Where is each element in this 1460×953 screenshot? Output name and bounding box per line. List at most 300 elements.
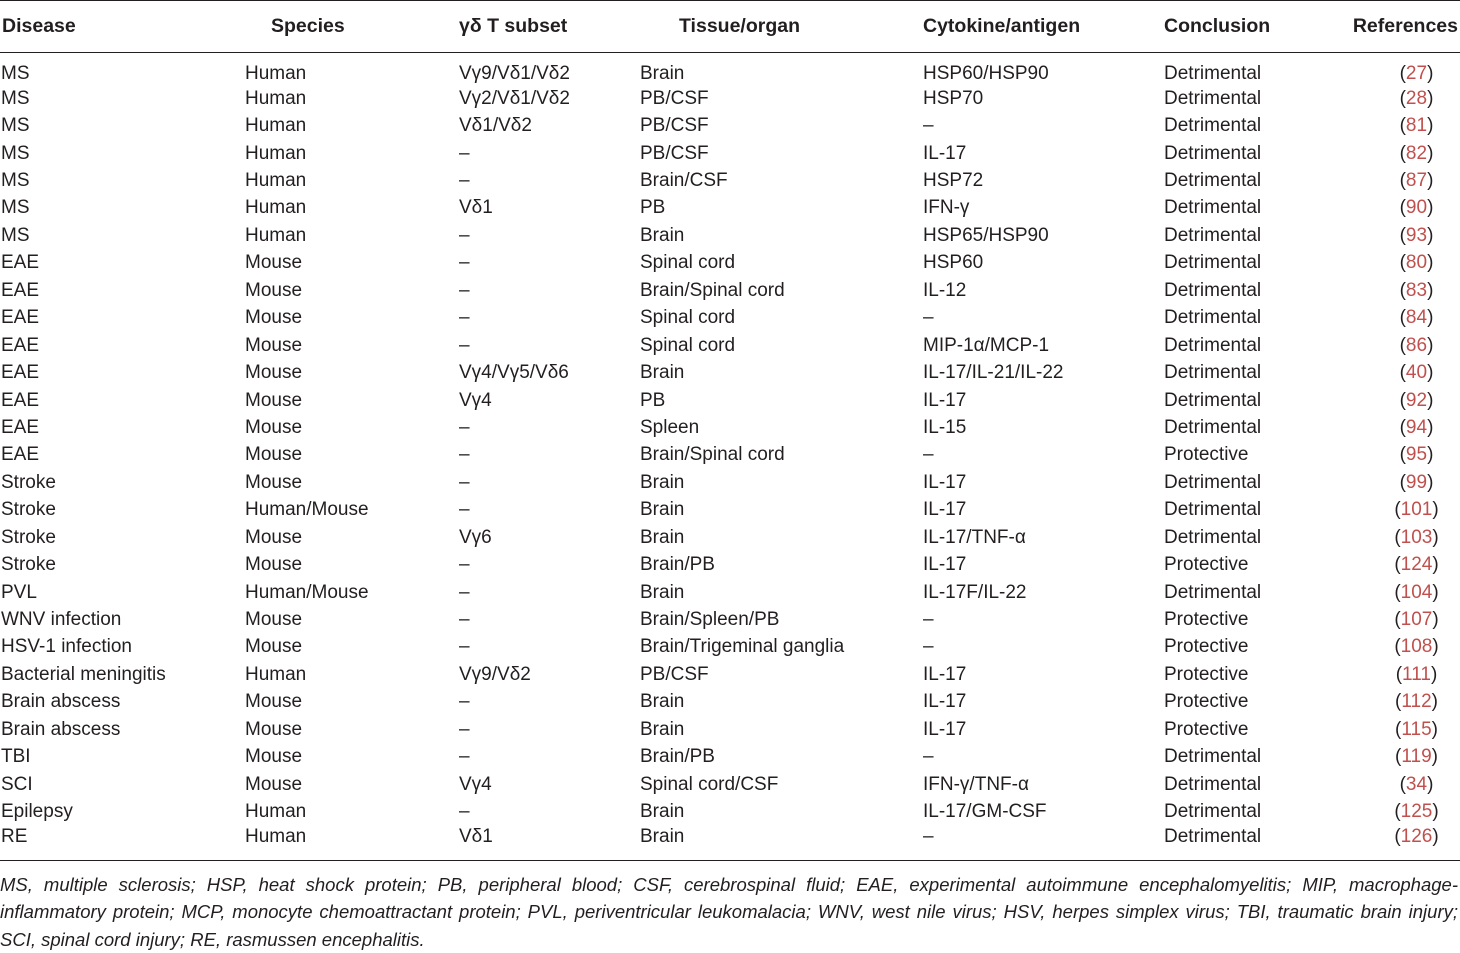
cell-disease: RE (1, 825, 28, 847)
cell-tissue: PB (640, 389, 666, 411)
table-row (0, 661, 1460, 688)
cell-subset: – (459, 334, 470, 356)
table-row (0, 634, 1460, 661)
cell-reference (1343, 551, 1460, 578)
cell-conclusion: Detrimental (1164, 224, 1262, 246)
cell-subset: Vγ6 (459, 526, 492, 548)
cell-species: Human (245, 224, 307, 246)
table-row (0, 140, 1460, 167)
cell-tissue: Brain/PB (640, 746, 715, 768)
reference-open-paren: ( (1399, 142, 1406, 164)
cell-cytokine: – (923, 115, 934, 137)
reference-close-paren: ) (1427, 252, 1434, 274)
reference-link[interactable]: 80 (1405, 252, 1428, 274)
cell-disease: MS (1, 197, 30, 219)
table-row (0, 606, 1460, 633)
cell-species: Mouse (245, 279, 303, 301)
reference-link[interactable]: 111 (1402, 663, 1431, 685)
reference-link[interactable]: 119 (1401, 746, 1432, 768)
reference-link[interactable]: 107 (1400, 609, 1433, 631)
cell-cytokine: IL-17 (923, 142, 967, 164)
reference-close-paren: ) (1427, 63, 1434, 84)
reference-link[interactable]: 83 (1405, 279, 1428, 301)
cell-reference (1343, 661, 1460, 688)
reference-close-paren: ) (1427, 279, 1434, 301)
reference-close-paren: ) (1427, 115, 1434, 137)
cell-disease: Stroke (1, 471, 56, 493)
reference-close-paren: ) (1427, 170, 1434, 192)
reference-link[interactable]: 95 (1405, 444, 1428, 466)
cell-disease: PVL (1, 581, 37, 603)
cell-species: Mouse (245, 334, 303, 356)
cell-cytokine: IL-17 (923, 499, 967, 521)
cell-cytokine: – (923, 609, 934, 631)
reference-link[interactable]: 104 (1400, 581, 1433, 603)
cell-subset: – (459, 499, 470, 521)
reference-link[interactable]: 90 (1405, 197, 1428, 219)
cell-cytokine: IL-17/GM-CSF (923, 801, 1047, 823)
cell-tissue: Brain/Spleen/PB (640, 609, 780, 631)
table-row (0, 359, 1460, 386)
cell-subset: – (459, 224, 470, 246)
cell-conclusion: Detrimental (1164, 801, 1262, 823)
reference-close-paren: ) (1432, 499, 1439, 521)
table-row (0, 167, 1460, 194)
cell-subset: Vδ1/Vδ2 (459, 115, 532, 137)
reference-close-paren: ) (1432, 526, 1439, 548)
cell-reference (1343, 606, 1460, 633)
table-row (0, 222, 1460, 249)
reference-link[interactable]: 34 (1405, 773, 1428, 795)
reference-open-paren: ( (1395, 663, 1403, 685)
cell-cytokine: – (923, 307, 934, 329)
cell-disease: Stroke (1, 526, 56, 548)
cell-species: Human (245, 801, 307, 823)
reference-open-paren: ( (1399, 170, 1406, 192)
cell-cytokine: IL-17 (923, 718, 967, 740)
reference-close-paren: ) (1427, 142, 1434, 164)
reference-close-paren: ) (1432, 554, 1439, 576)
cell-disease: HSV-1 infection (1, 636, 132, 658)
table-row (0, 524, 1460, 551)
reference-link[interactable]: 82 (1405, 142, 1428, 164)
cell-tissue: Brain/Spinal cord (640, 279, 785, 301)
header-subset: γδ T subset (459, 15, 568, 37)
cell-subset: Vδ1 (459, 825, 493, 847)
reference-link[interactable]: 27 (1405, 63, 1428, 84)
cell-cytokine: – (923, 444, 934, 466)
cell-subset: – (459, 142, 470, 164)
cell-tissue: Spinal cord (640, 252, 736, 274)
cell-reference (1343, 332, 1460, 359)
table-row (0, 387, 1460, 414)
cell-disease: MS (1, 142, 30, 164)
cell-disease: Epilepsy (1, 801, 73, 823)
cell-subset: – (459, 554, 470, 576)
table-row (0, 250, 1460, 277)
cell-conclusion: Protective (1164, 663, 1249, 685)
reference-open-paren: ( (1394, 554, 1401, 576)
table-row (0, 442, 1460, 469)
cell-species: Mouse (245, 554, 303, 576)
cell-species: Human (245, 170, 307, 192)
reference-open-paren: ( (1399, 307, 1406, 329)
cell-reference (1343, 634, 1460, 661)
reference-close-paren: ) (1427, 87, 1434, 109)
cell-tissue: Brain (640, 224, 685, 246)
reference-open-paren: ( (1394, 801, 1401, 823)
cell-subset: – (459, 307, 470, 329)
cell-subset: – (459, 471, 470, 493)
cell-disease: EAE (1, 334, 40, 356)
cell-reference (1343, 716, 1460, 743)
cell-tissue: PB/CSF (640, 663, 709, 685)
table-body (0, 53, 1460, 861)
cell-reference (1343, 744, 1460, 771)
reference-open-paren: ( (1399, 252, 1406, 274)
reference-close-paren: ) (1427, 307, 1434, 329)
cell-species: Human (245, 142, 307, 164)
cell-reference (1343, 222, 1460, 249)
reference-link[interactable]: 87 (1405, 170, 1428, 192)
reference-open-paren: ( (1395, 718, 1402, 740)
table-row (0, 414, 1460, 441)
cell-tissue: Brain (640, 63, 685, 84)
cell-species: Human (245, 825, 307, 847)
cell-tissue: Brain (640, 526, 685, 548)
cell-conclusion: Detrimental (1164, 63, 1262, 84)
cell-reference (1343, 469, 1460, 496)
cell-tissue: Spinal cord (640, 307, 736, 329)
cell-disease: MS (1, 224, 30, 246)
table-row (0, 579, 1460, 606)
table-row (0, 469, 1460, 496)
reference-close-paren: ) (1432, 825, 1439, 847)
cell-subset: – (459, 444, 470, 466)
cell-subset: Vγ2/Vδ1/Vδ2 (459, 87, 570, 109)
cell-reference (1343, 195, 1460, 222)
reference-link[interactable]: 125 (1400, 801, 1433, 823)
table-row (0, 744, 1460, 771)
cell-disease: Brain abscess (1, 718, 121, 740)
reference-link[interactable]: 93 (1405, 224, 1428, 246)
reference-open-paren: ( (1399, 115, 1406, 137)
cell-conclusion: Detrimental (1164, 389, 1262, 411)
reference-close-paren: ) (1427, 389, 1434, 411)
cell-species: Mouse (245, 718, 303, 740)
table-row (0, 305, 1460, 332)
reference-close-paren: ) (1427, 471, 1434, 493)
cell-cytokine: IL-17F/IL-22 (923, 581, 1027, 603)
cell-conclusion: Protective (1164, 554, 1249, 576)
header-row (0, 1, 1460, 53)
reference-close-paren: ) (1427, 773, 1434, 795)
cell-disease: EAE (1, 444, 40, 466)
cell-subset: – (459, 746, 470, 768)
cell-disease: MS (1, 63, 30, 84)
header-tissue: Tissue/organ (679, 15, 801, 37)
cell-disease: EAE (1, 362, 40, 384)
table-header (0, 1, 1460, 53)
cell-tissue: Brain/Spinal cord (640, 444, 785, 466)
reference-open-paren: ( (1399, 773, 1406, 795)
cell-reference (1343, 497, 1460, 524)
cell-disease: TBI (1, 746, 31, 768)
cell-cytokine: IL-17 (923, 471, 967, 493)
cell-disease: Bacterial meningitis (1, 663, 166, 685)
cell-reference (1343, 305, 1460, 332)
cell-subset: – (459, 581, 470, 603)
cell-tissue: Brain/Trigeminal ganglia (640, 636, 845, 658)
reference-link[interactable]: 112 (1401, 691, 1432, 713)
reference-open-paren: ( (1395, 746, 1402, 768)
cell-disease: EAE (1, 307, 40, 329)
cell-conclusion: Protective (1164, 718, 1249, 740)
reference-close-paren: ) (1431, 718, 1438, 740)
cell-conclusion: Detrimental (1164, 142, 1262, 164)
cell-reference (1343, 140, 1460, 167)
cell-cytokine: – (923, 636, 934, 658)
cell-conclusion: Detrimental (1164, 170, 1262, 192)
cell-species: Mouse (245, 773, 303, 795)
cell-species: Human (245, 115, 307, 137)
table-row (0, 195, 1460, 222)
cell-disease: MS (1, 115, 30, 137)
cell-tissue: Spinal cord (640, 334, 736, 356)
cell-conclusion: Detrimental (1164, 581, 1262, 603)
reference-close-paren: ) (1431, 746, 1438, 768)
cell-subset: – (459, 416, 470, 438)
cell-conclusion: Detrimental (1164, 825, 1262, 847)
reference-open-paren: ( (1399, 224, 1406, 246)
reference-link[interactable]: 124 (1400, 554, 1433, 576)
reference-open-paren: ( (1399, 279, 1406, 301)
cell-reference (1343, 359, 1460, 386)
reference-close-paren: ) (1432, 636, 1439, 658)
reference-link[interactable]: 115 (1401, 718, 1432, 740)
cell-conclusion: Detrimental (1164, 197, 1262, 219)
cell-cytokine: – (923, 825, 934, 847)
cell-disease: EAE (1, 416, 40, 438)
cell-conclusion: Protective (1164, 691, 1249, 713)
reference-close-paren: ) (1427, 224, 1434, 246)
cell-cytokine: IFN-γ (923, 197, 970, 219)
cell-reference (1343, 826, 1460, 861)
cell-subset: Vγ4 (459, 773, 492, 795)
cell-reference (1343, 277, 1460, 304)
cell-disease: MS (1, 170, 30, 192)
cell-disease: Stroke (1, 554, 56, 576)
reference-close-paren: ) (1431, 691, 1438, 713)
reference-open-paren: ( (1399, 444, 1406, 466)
cell-subset: – (459, 801, 470, 823)
cell-cytokine: HSP60/HSP90 (923, 63, 1049, 84)
cell-cytokine: IL-15 (923, 416, 967, 438)
cell-species: Human (245, 87, 307, 109)
cell-conclusion: Detrimental (1164, 362, 1262, 384)
cell-conclusion: Detrimental (1164, 471, 1262, 493)
cell-disease: EAE (1, 252, 40, 274)
cell-reference (1343, 387, 1460, 414)
cell-conclusion: Detrimental (1164, 499, 1262, 521)
table-row (0, 689, 1460, 716)
cell-cytokine: HSP70 (923, 87, 984, 109)
reference-close-paren: ) (1427, 334, 1434, 356)
cell-species: Mouse (245, 389, 303, 411)
cell-subset: – (459, 170, 470, 192)
cell-species: Human/Mouse (245, 581, 369, 603)
cell-subset: – (459, 718, 470, 740)
table-row (0, 771, 1460, 798)
table-row (0, 497, 1460, 524)
cell-tissue: PB (640, 197, 666, 219)
cell-species: Mouse (245, 636, 303, 658)
cell-conclusion: Protective (1164, 609, 1249, 631)
reference-open-paren: ( (1399, 63, 1406, 84)
cell-cytokine: IFN-γ/TNF-α (923, 773, 1029, 795)
reference-close-paren: ) (1432, 609, 1439, 631)
table-row (0, 85, 1460, 112)
cell-species: Human (245, 63, 307, 84)
reference-link[interactable]: 84 (1405, 307, 1428, 329)
reference-link[interactable]: 103 (1400, 526, 1433, 548)
cell-species: Mouse (245, 471, 303, 493)
table-row (0, 332, 1460, 359)
cell-disease: SCI (1, 773, 33, 795)
cell-reference (1343, 414, 1460, 441)
reference-link[interactable]: 86 (1405, 334, 1428, 356)
cell-species: Mouse (245, 307, 303, 329)
cell-species: Mouse (245, 746, 303, 768)
cell-tissue: Brain (640, 691, 685, 713)
cell-species: Mouse (245, 416, 303, 438)
cell-species: Mouse (245, 691, 303, 713)
reference-link[interactable]: 92 (1405, 389, 1428, 411)
reference-open-paren: ( (1394, 609, 1401, 631)
cell-subset: Vγ9/Vδ2 (459, 663, 531, 685)
cell-reference (1343, 771, 1460, 798)
reference-link[interactable]: 108 (1400, 636, 1433, 658)
cell-species: Human (245, 663, 307, 685)
cell-tissue: Brain/PB (640, 554, 715, 576)
cell-reference (1343, 85, 1460, 112)
reference-link[interactable]: 28 (1405, 87, 1428, 109)
table-row (0, 551, 1460, 578)
reference-open-paren: ( (1399, 197, 1406, 219)
cell-cytokine: IL-17/IL-21/IL-22 (923, 362, 1064, 384)
cell-reference (1343, 112, 1460, 139)
cell-cytokine: HSP60 (923, 252, 984, 274)
reference-close-paren: ) (1427, 362, 1434, 384)
cell-cytokine: – (923, 746, 934, 768)
cell-subset: – (459, 279, 470, 301)
cell-conclusion: Detrimental (1164, 279, 1262, 301)
cell-cytokine: IL-17 (923, 663, 967, 685)
cell-cytokine: HSP72 (923, 170, 984, 192)
header-cytokine: Cytokine/antigen (923, 15, 1081, 37)
table-row (0, 826, 1460, 861)
cell-tissue: Spinal cord/CSF (640, 773, 779, 795)
cell-conclusion: Detrimental (1164, 526, 1262, 548)
reference-close-paren: ) (1427, 416, 1434, 438)
reference-open-paren: ( (1399, 389, 1406, 411)
cell-species: Mouse (245, 444, 303, 466)
cell-conclusion: Detrimental (1164, 746, 1262, 768)
cell-subset: Vγ4/Vγ5/Vδ6 (459, 362, 569, 384)
reference-open-paren: ( (1394, 581, 1401, 603)
reference-link[interactable]: 101 (1400, 499, 1433, 521)
reference-link[interactable]: 81 (1405, 115, 1428, 137)
cell-species: Mouse (245, 609, 303, 631)
cell-tissue: Brain (640, 362, 685, 384)
cell-tissue: Brain (640, 499, 685, 521)
table-row (0, 798, 1460, 825)
cell-cytokine: IL-17 (923, 691, 967, 713)
cell-reference (1343, 167, 1460, 194)
reference-open-paren: ( (1394, 499, 1401, 521)
reference-link[interactable]: 99 (1405, 471, 1428, 493)
cell-tissue: PB/CSF (640, 87, 709, 109)
reference-open-paren: ( (1399, 416, 1406, 438)
reference-open-paren: ( (1395, 691, 1402, 713)
cell-reference (1343, 689, 1460, 716)
cell-conclusion: Detrimental (1164, 252, 1262, 274)
cell-tissue: Brain (640, 801, 685, 823)
cell-reference (1343, 579, 1460, 606)
header-disease: Disease (2, 15, 76, 37)
table-footnote: MS, multiple sclerosis; HSP, heat shock protein; PB, peripheral blood; CSF, cerebrospinal fluid; EAE, experimental autoimmune encephalomyelitis; MIP, macrophage-inflammatory protein; MCP, monocyte chemoattractant protein; PVL, periventricular leukomalacia; WNV, west nile virus; HSV, herpes simplex virus; TBI, traumatic brain injury; SCI, spinal cord injury; RE, rasmussen encephalitis. (0, 873, 1458, 950)
reference-link[interactable]: 40 (1405, 362, 1428, 384)
cell-subset: – (459, 252, 470, 274)
reference-open-paren: ( (1399, 87, 1406, 109)
cell-subset: – (459, 636, 470, 658)
reference-open-paren: ( (1394, 825, 1401, 847)
table-row (0, 716, 1460, 743)
cell-tissue: Spleen (640, 416, 700, 438)
cell-tissue: Brain (640, 581, 685, 603)
cell-conclusion: Detrimental (1164, 307, 1262, 329)
reference-close-paren: ) (1427, 197, 1434, 219)
table-row (0, 112, 1460, 139)
cell-conclusion: Protective (1164, 636, 1249, 658)
reference-open-paren: ( (1399, 334, 1406, 356)
header-conclusion: Conclusion (1164, 15, 1271, 37)
cell-cytokine: IL-17 (923, 554, 967, 576)
reference-close-paren: ) (1430, 663, 1438, 685)
cell-disease: EAE (1, 389, 40, 411)
reference-link[interactable]: 126 (1400, 825, 1433, 847)
cell-subset: – (459, 609, 470, 631)
reference-open-paren: ( (1394, 636, 1401, 658)
reference-link[interactable]: 94 (1405, 416, 1428, 438)
cell-species: Human (245, 197, 307, 219)
cell-conclusion: Detrimental (1164, 115, 1262, 137)
header-species: Species (271, 15, 345, 37)
cell-tissue: Brain/CSF (640, 170, 728, 192)
cell-species: Mouse (245, 252, 303, 274)
cell-species: Mouse (245, 526, 303, 548)
cell-cytokine: MIP-1α/MCP-1 (923, 334, 1050, 356)
cell-disease: EAE (1, 279, 40, 301)
reference-close-paren: ) (1427, 444, 1434, 466)
cell-tissue: Brain (640, 718, 685, 740)
cell-tissue: Brain (640, 825, 685, 847)
cell-cytokine: IL-12 (923, 279, 967, 301)
cell-reference (1343, 250, 1460, 277)
cell-subset: Vγ9/Vδ1/Vδ2 (459, 63, 570, 84)
cell-conclusion: Detrimental (1164, 87, 1262, 109)
reference-open-paren: ( (1399, 362, 1406, 384)
